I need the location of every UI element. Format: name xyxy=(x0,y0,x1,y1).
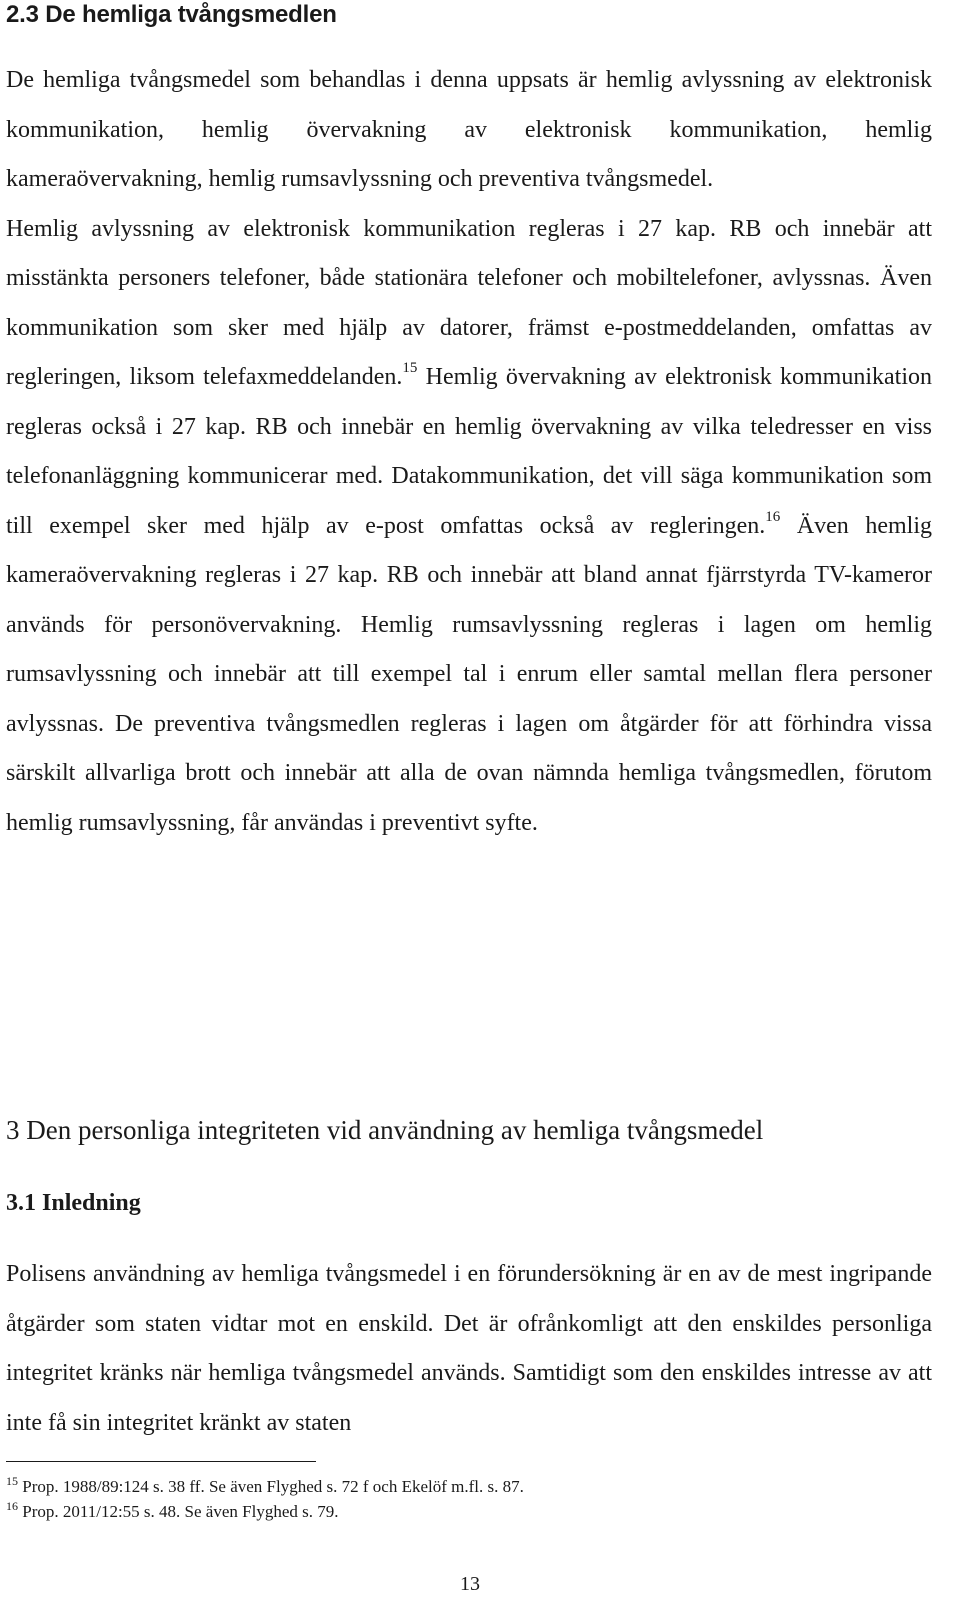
section-heading: 2.3 De hemliga tvångsmedlen xyxy=(6,1,337,28)
footnote-text: Prop. 1988/89:124 s. 38 ff. Se även Flyghed s. 72 f och Ekelöf m.fl. s. 87. xyxy=(22,1477,524,1496)
section-paragraph-2 xyxy=(6,205,932,849)
page-body xyxy=(6,0,933,1436)
footnote-15 xyxy=(6,1474,932,1499)
paragraph-2-text-a: Hemlig avlyssning av elektronisk kommunikation regleras i 27 kap. RB och innebär att misstänkta personers telefoner, både stationära telefoner och mobiltelefoner, avlyssnas. Även kommunikation som sker med hjälp av datorer, främst e-postmeddelanden, omfattas av regleringen, liksom telefaxmeddelanden. xyxy=(6,215,932,390)
footnote-divider xyxy=(6,1461,316,1462)
footnote-text: Prop. 2011/12:55 s. 48. Se även Flyghed s. 79. xyxy=(22,1502,339,1521)
chapter-heading: 3 Den personliga integriteten vid användning av hemliga tvångsmedel xyxy=(6,1115,764,1145)
footnotes xyxy=(6,1474,932,1524)
subsection-heading: 3.1 Inledning xyxy=(6,1190,141,1216)
footnote-ref-16[interactable]: 16 xyxy=(765,508,781,525)
subsection-paragraph: Polisens användning av hemliga tvångsmedel i en förundersökning är en av de mest ingripande åtgärder som staten vidtar mot en enskild. Det är ofrånkomligt att den enskildes personliga integritet kränks när hemliga tvångsmedel används. Samtidigt som den enskildes intresse av att inte få sin integritet kränkt av staten xyxy=(6,1261,932,1436)
footnote-number: 15 xyxy=(6,1474,18,1488)
page-number: 13 xyxy=(460,1573,480,1595)
footnote-ref-15[interactable]: 15 xyxy=(402,360,418,376)
footnote-16 xyxy=(6,1499,932,1524)
section-paragraph-1: De hemliga tvångsmedel som behandlas i denna uppsats är hemlig avlyssning av elektronisk kommunikation, hemlig övervakning av elektronisk kommunikation, hemlig kameraövervakning, hemlig rumsavlyssning och preventiva tvångsmedel. xyxy=(6,67,932,192)
paragraph-2-text-c: Även hemlig kameraövervakning regleras i 27 kap. RB och innebär att bland annat fjärrstyrda TV-kameror används för personövervakning. Hemlig rumsavlyssning regleras i lagen om hemlig rumsavlyssning och innebär att till exempel tal i enrum eller samtal mellan flera personer avlyssnas. De preventiva tvångsmedlen regleras i lagen om åtgärder för att förhindra vissa särskilt allvarliga brott och innebär att alla de ovan nämnda hemliga tvångsmedlen, förutom hemlig rumsavlyssning, får användas i preventivt syfte. xyxy=(6,512,933,836)
footnote-number: 16 xyxy=(6,1499,18,1513)
paragraph-2-text-b: Hemlig övervakning av elektronisk kommunikation regleras också i 27 kap. RB och innebär en hemlig övervakning av vilka teledresser en viss telefonanläggning kommunicerar med. Datakommunikation, det vill säga kommunikation som till exempel sker med hjälp av e-post omfattas också av regleringen. xyxy=(6,364,932,539)
